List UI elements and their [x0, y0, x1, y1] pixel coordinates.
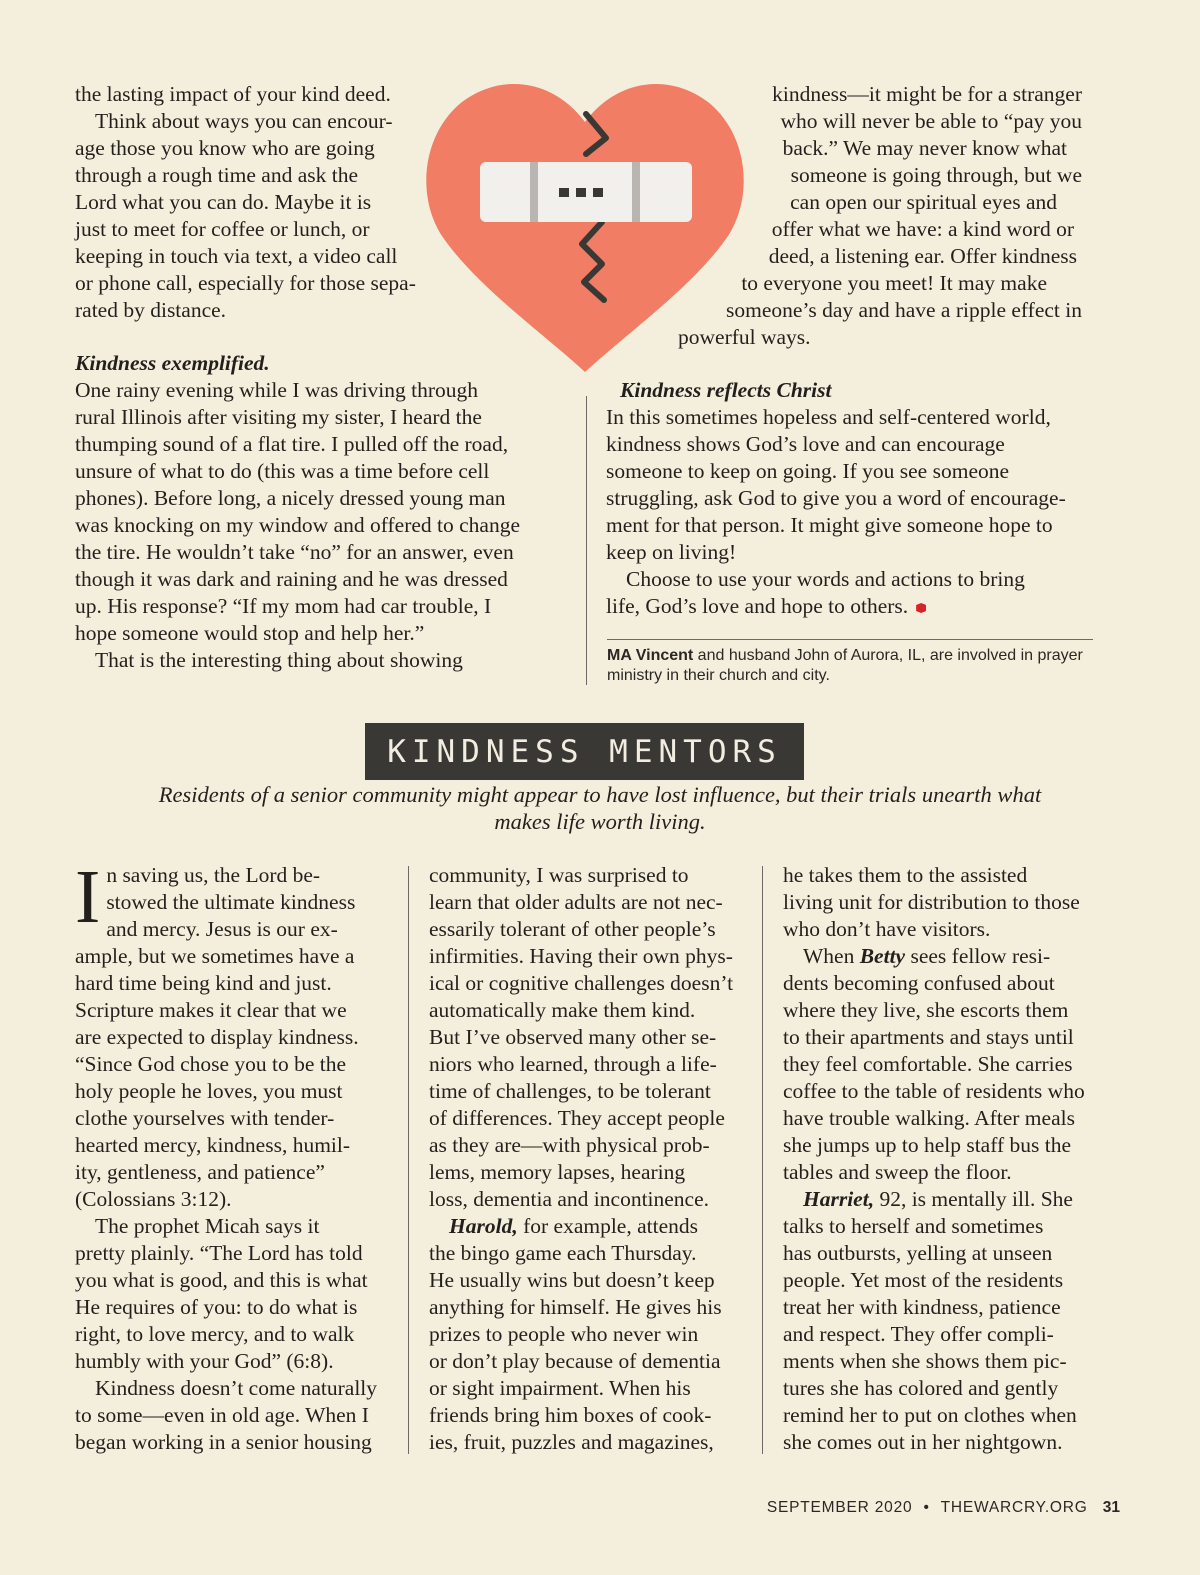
- text-line: That is the interesting thing about showing: [95, 648, 463, 672]
- footer-separator: •: [923, 1499, 930, 1516]
- text-line: Kindness doesn’t come naturally: [95, 1376, 378, 1400]
- person-name: Harold,: [449, 1214, 518, 1238]
- text-line: the lasting impact of your kind deed.: [75, 82, 391, 106]
- deck-line: makes life worth living.: [494, 809, 706, 834]
- page-number: 31: [1102, 1499, 1120, 1516]
- text-line: He requires of you: to do what is: [75, 1295, 358, 1319]
- text-line: [783, 1186, 1123, 1213]
- text-line: ample, but we sometimes have a: [75, 944, 355, 968]
- text-line: the tire. He wouldn’t take “no” for an answer, even: [75, 540, 514, 564]
- text-line: she comes out in her nightgown.: [783, 1430, 1063, 1454]
- text-line: rural Illinois after visiting my sister, I heard the: [75, 405, 482, 429]
- text-line: have trouble walking. After meals: [783, 1106, 1075, 1130]
- page-footer: [767, 1499, 1120, 1517]
- text-line: Lord what you can do. Maybe it is: [75, 190, 372, 214]
- text-line: to some—even in old age. When I: [75, 1403, 369, 1427]
- text-line: as they are—with physical prob-: [429, 1133, 710, 1157]
- text-line: “Since God chose you to be the: [75, 1052, 347, 1076]
- text-line: the bingo game each Thursday.: [429, 1241, 697, 1265]
- text-line: (Colossians 3:12).: [75, 1187, 232, 1211]
- article-column-2: [429, 862, 759, 1456]
- text-line: keeping in touch via text, a video call: [75, 244, 398, 268]
- text-line: automatically make them kind.: [429, 998, 696, 1022]
- text-line: n saving us, the Lord be-: [106, 863, 321, 887]
- text-line: hearted mercy, kindness, humil-: [75, 1133, 351, 1157]
- text-line: One rainy evening while I was driving through: [75, 378, 479, 402]
- text-line: up. His response? “If my mom had car trouble, I: [75, 594, 492, 618]
- text-line: Choose to use your words and actions to bring: [626, 567, 1025, 591]
- text-line-with-end-mark: [606, 593, 1106, 620]
- text-line: holy people he loves, you must: [75, 1079, 343, 1103]
- text-line: she jumps up to help staff bus the: [783, 1133, 1072, 1157]
- website: THEWARCRY.ORG: [940, 1499, 1088, 1516]
- text-line: or don’t play because of dementia: [429, 1349, 721, 1373]
- author-name: MA Vincent: [607, 647, 694, 664]
- text-fragment: 92, is mentally ill. She: [874, 1187, 1073, 1211]
- text-line: back.” We may never know what: [782, 136, 1067, 160]
- dropcap: I: [75, 855, 101, 939]
- text-line: tables and sweep the floor.: [783, 1160, 1012, 1184]
- text-line: The prophet Micah says it: [95, 1214, 320, 1238]
- section-banner: KINDNESS MENTORS: [365, 723, 804, 780]
- text-line: infirmities. Having their own phys-: [429, 944, 733, 968]
- text-line: ical or cognitive challenges doesn’t: [429, 971, 734, 995]
- text-line: living unit for distribution to those: [783, 890, 1080, 914]
- column-divider: [408, 866, 409, 1454]
- text-line: through a rough time and ask the: [75, 163, 359, 187]
- text-line: friends bring him boxes of cook-: [429, 1403, 712, 1427]
- text-line: hard time being kind and just.: [75, 971, 332, 995]
- text-line: tures she has colored and gently: [783, 1376, 1059, 1400]
- text-line: can open our spiritual eyes and: [790, 190, 1057, 214]
- section-heading: Kindness reflects Christ: [620, 378, 832, 402]
- person-name: Betty: [859, 944, 906, 968]
- top-right-lower-column: [606, 377, 1106, 620]
- text-line: of differences. They accept people: [429, 1106, 725, 1130]
- text-line: loss, dementia and incontinence.: [429, 1187, 710, 1211]
- text-line: Think about ways you can encour-: [95, 109, 393, 133]
- text-line: stowed the ultimate kindness: [106, 890, 356, 914]
- text-line: ment for that person. It might give someone hope to: [606, 513, 1053, 537]
- section-deck: [70, 781, 1130, 835]
- text-line: In this sometimes hopeless and self-centered world,: [606, 405, 1051, 429]
- text-line: [783, 943, 1123, 970]
- text-line: are expected to display kindness.: [75, 1025, 359, 1049]
- text-line: pretty plainly. “The Lord has told: [75, 1241, 363, 1265]
- person-name: Harriet,: [803, 1187, 875, 1211]
- author-bio-text: and husband John of Aurora, IL, are involved in prayer ministry in their church and city.: [607, 647, 1083, 684]
- text-line: right, to love mercy, and to walk: [75, 1322, 355, 1346]
- text-line: kindness—it might be for a stranger: [772, 82, 1082, 106]
- top-right-column: [640, 81, 1082, 351]
- text-line: ies, fruit, puzzles and magazines,: [429, 1430, 714, 1454]
- author-bio: [607, 646, 1097, 686]
- text-line: has outbursts, yelling at unseen: [783, 1241, 1053, 1265]
- text-line: ments when she shows them pic-: [783, 1349, 1067, 1373]
- text-line: prizes to people who never win: [429, 1322, 699, 1346]
- text-line: kindness shows God’s love and can encourage: [606, 432, 1005, 456]
- text-line: or phone call, especially for those sepa-: [75, 271, 416, 295]
- text-line: [429, 1213, 759, 1240]
- text-line: age those you know who are going: [75, 136, 375, 160]
- text-line: rated by distance.: [75, 298, 227, 322]
- text-line: deed, a listening ear. Offer kindness: [768, 244, 1077, 268]
- text-line: to their apartments and stays until: [783, 1025, 1074, 1049]
- article-column-3: [783, 862, 1123, 1456]
- text-line: where they live, she escorts them: [783, 998, 1069, 1022]
- text-line: someone is going through, but we: [790, 163, 1082, 187]
- text-line: talks to herself and sometimes: [783, 1214, 1044, 1238]
- end-mark-icon: [916, 603, 926, 613]
- text-line: who will never be able to “pay you: [780, 109, 1082, 133]
- text-line: phones). Before long, a nicely dressed young man: [75, 486, 506, 510]
- text-line: and mercy. Jesus is our ex-: [106, 917, 338, 941]
- column-divider: [762, 866, 763, 1454]
- text-line: and respect. They offer compli-: [783, 1322, 1054, 1346]
- text-line: He usually wins but doesn’t keep: [429, 1268, 715, 1292]
- text-line: dents becoming confused about: [783, 971, 1055, 995]
- text-line: time of challenges, to be tolerant: [429, 1079, 711, 1103]
- text-line: someone to keep on going. If you see someone: [606, 459, 1010, 483]
- dropcap-paragraph: [75, 855, 395, 943]
- text-line: to everyone you meet! It may make: [741, 271, 1047, 295]
- text-line: thumping sound of a flat tire. I pulled off the road,: [75, 432, 509, 456]
- text-line: life, God’s love and hope to others.: [606, 594, 909, 618]
- text-line: coffee to the table of residents who: [783, 1079, 1085, 1103]
- text-line: who don’t have visitors.: [783, 917, 991, 941]
- text-fragment: When: [803, 944, 860, 968]
- section-heading: Kindness exemplified.: [75, 351, 270, 375]
- text-line: hope someone would stop and help her.”: [75, 621, 425, 645]
- text-line: ity, gentleness, and patience”: [75, 1160, 325, 1184]
- text-line: treat her with kindness, patience: [783, 1295, 1061, 1319]
- text-line: clothe yourselves with tender-: [75, 1106, 335, 1130]
- text-line: essarily tolerant of other people’s: [429, 917, 716, 941]
- text-line: was knocking on my window and offered to change: [75, 513, 521, 537]
- issue-date: SEPTEMBER 2020: [766, 1499, 913, 1516]
- text-line: people. Yet most of the residents: [783, 1268, 1064, 1292]
- text-line: keep on living!: [606, 540, 737, 564]
- text-line: struggling, ask God to give you a word of encourage-: [606, 486, 1066, 510]
- text-line: just to meet for coffee or lunch, or: [75, 217, 370, 241]
- text-line: humbly with your God” (6:8).: [75, 1349, 334, 1373]
- deck-line: Residents of a senior community might appear to have lost influence, but their trials unearth what: [158, 782, 1042, 807]
- article-column-1: [75, 855, 395, 1456]
- column-divider: [586, 396, 587, 685]
- text-line: someone’s day and have a ripple effect in: [725, 298, 1082, 322]
- text-fragment: for example, attends: [517, 1214, 698, 1238]
- text-line: you what is good, and this is what: [75, 1268, 368, 1292]
- text-line: offer what we have: a kind word or: [771, 217, 1074, 241]
- text-line: unsure of what to do (this was a time before cell: [75, 459, 490, 483]
- text-line: Scripture makes it clear that we: [75, 998, 347, 1022]
- text-line: anything for himself. He gives his: [429, 1295, 722, 1319]
- text-fragment: sees fellow resi-: [905, 944, 1051, 968]
- text-line: community, I was surprised to: [429, 863, 689, 887]
- text-line: began working in a senior housing: [75, 1430, 372, 1454]
- bio-rule: [607, 639, 1093, 640]
- text-line: powerful ways.: [678, 325, 811, 349]
- text-line: though it was dark and raining and he was dressed: [75, 567, 508, 591]
- text-line: remind her to put on clothes when: [783, 1403, 1077, 1427]
- text-line: or sight impairment. When his: [429, 1376, 691, 1400]
- text-line: But I’ve observed many other se-: [429, 1025, 717, 1049]
- text-line: learn that older adults are not nec-: [429, 890, 723, 914]
- text-line: niors who learned, through a life-: [429, 1052, 717, 1076]
- text-line: he takes them to the assisted: [783, 863, 1028, 887]
- top-left-column: [75, 81, 575, 674]
- text-line: lems, memory lapses, hearing: [429, 1160, 686, 1184]
- text-line: they feel comfortable. She carries: [783, 1052, 1073, 1076]
